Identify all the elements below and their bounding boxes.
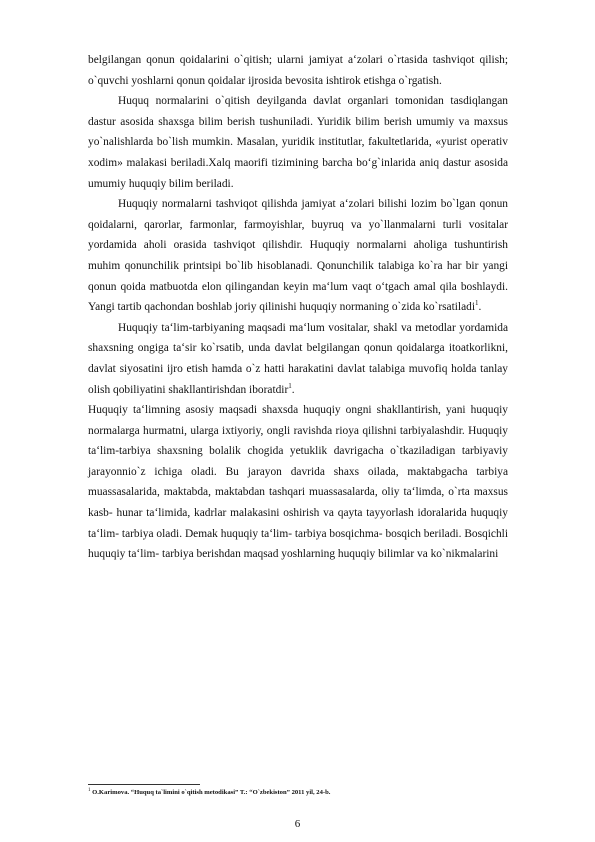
paragraph-2 [88,91,508,194]
paragraph-5-text: Huquqiy ta‘limning asosiy maqsadi shaxsda huquqiy ongni shakllantirish, yani huquqiy normalarga hurmatni, ularga ixtiyoriy, ongli ravishda rioya qilishni tarbiyalashdir. Huquqiy ta‘lim-tarbiya shaxsning bolalik chogida yetuklik davrigacha o`tkaziladigan tarbiyaviy jarayonnio`z ichiga oladi. Bu jarayon davrida shaxs oilada, maktabgacha tarbiya muassasalarida, maktabda, maktabdan tashqari muassasalarda, oliy ta‘limda, o`rta maxsus kasb- hunar ta‘limida, kadrlar malakasini oshirish va qayta tayyorlash idoralarida huquqiy ta‘lim- tarbiya oladi. Demak huquqiy ta‘lim- tarbiya bosqichma- bosqich beriladi. Bosqichli huquqiy ta‘lim- tarbiya berishdan maqsad yoshlarning huquqiy bilimlar va ko`nikmalarini [88,404,508,561]
footnote [88,788,508,797]
paragraph-1 [88,50,508,91]
footnote-ref-1[interactable]: 1 [475,299,479,308]
paragraph-4: Huquqiy ta‘lim-tarbiyaning maqsadi ma‘lum vositalar, shakl va metodlar yordamida shaxsning ongiga ta‘sir ko`rsatib, unda davlat belgilangan qonun qoidalarga itoatkorlikni, davlat siyosatini ijro etish hamda o`z hatti harakatini davlat talabiga muvofiq holda tanlay olish qobiliyatini shakllantirishdan iboratdir$^1$. [88,321,508,396]
footnote-divider [88,784,200,785]
footnote-marker: 1 [88,787,91,793]
paragraph-3-text: Huquqiy normalarni tashviqot qilishda jamiyat a‘zolari bilishi lozim bo`lgan qonun qoidalarni, qarorlar, farmonlar, farmoyishlar, buyruq va yo`llanmalarni turli vositalar yordamida aholi orasida tashviqot qilishdir. Huquqiy normalarni aholiga tushuntirish muhim qonunchilik printsipi bo`lib hisoblanadi. Qonunchilik talabiga ko`ra har bir yangi qonun qoida matbuotda elon qilingandan keyin ma‘lum vaqt o‘tgach amal qila boshlaydi. Yangi tartib qachondan boshlab joriy qilinishi huquqiy normaning o`zida ko`rsatiladi [88,198,508,314]
page-number: 6 [294,818,301,830]
paragraph-4-text: Huquqiy ta‘lim-tarbiyaning maqsadi ma‘lum vositalar, shakl va metodlar yordamida shaxsning ongiga ta‘sir ko`rsatib, unda davlat belgilangan qonun qoidalarga itoatkorlikni, davlat siyosatini ijro etish hamda o`z hatti harakatini davlat talabiga muvofiq holda tanlay olish qobiliyatini shakllantirishdan iboratdir [88,321,508,396]
paragraph-5 [88,400,508,565]
paragraph-3: Huquqiy normalarni tashviqot qilishda jamiyat a‘zolari bilishi lozim bo`lgan qonun qoidalarni, qarorlar, farmonlar, farmoyishlar, buyruq va yo`llanmalarni turli vositalar yordamida aholi orasida tashviqot qilishdir. Huquqiy normalarni aholiga tushuntirish muhim qonunchilik printsipi bo`lib hisoblanadi. Qonunchilik talabiga ko`ra har bir yangi qonun qoida matbuotda elon qilingandan keyin ma‘lum vaqt o‘tgach amal qila boshlaydi. Yangi tartib qachondan boshlab joriy qilinishi huquqiy normaning o`zida ko`rsatiladi$^1$. [88,198,508,314]
footnote-text: O.Karimova. “Huquq ta`limini o`qitish metodikasi” T.: “O`zbekiston” 2011 yil, 24-b. [92,789,331,796]
paragraph-1-text: belgilangan qonun qoidalarini o`qitish; ularni jamiyat a‘zolari o`rtasida tashviqot qilish; o`quvchi yoshlarni qonun qoidalar ijrosida bevosita ishtirok etishga o`rgatish. [88,54,508,87]
body-text [88,50,508,565]
footnote-ref-2[interactable]: 1 [288,381,292,390]
paragraph-2-text: Huquq normalarini o`qitish deyilganda davlat organlari tomonidan tasdiqlangan dastur asosida shaxsga bilim berish tushuniladi. Yuridik bilim berish umumiy va maxsus yo`nalishlarda bo`lish mumkin. Masalan, yuridik institutlar, fakultetlarida, «yurist operativ xodim» malakasi beriladi.Xalq maorifi tizimining barcha bo‘g`inlarida aniq dastur asosida umumiy huquqiy bilim beriladi. [88,95,508,190]
